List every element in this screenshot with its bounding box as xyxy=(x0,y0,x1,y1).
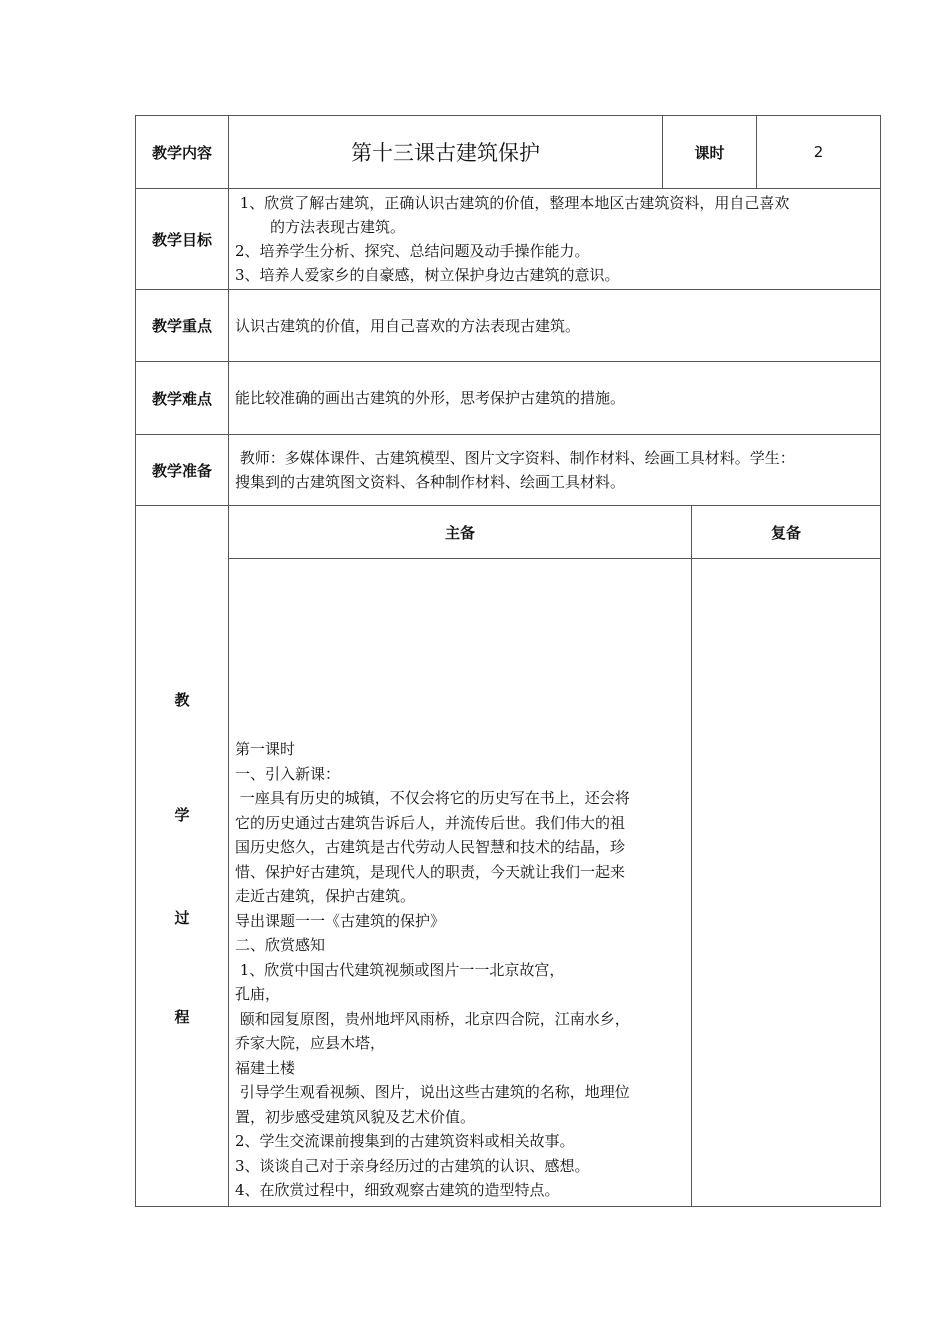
objective-line-1-cont: 的方法表现古建筑。 xyxy=(270,218,406,236)
main-line: 二、欣赏感知 xyxy=(235,936,326,954)
review-prep-body[interactable] xyxy=(692,559,881,1207)
main-line: 一、引入新课： xyxy=(235,764,341,783)
objectives-label: 教学目标 xyxy=(136,189,229,290)
main-line: 导出课题一一《古建筑的保护》 xyxy=(235,911,446,930)
preparation-line-2: 搜集到的古建筑图文资料、各种制作材料、绘画工具材料。 xyxy=(235,473,626,491)
main-line: 它的历史通过古建筑告诉后人，并流传后世。我们伟大的祖 xyxy=(235,813,626,832)
process-label xyxy=(136,506,229,1207)
main-line: 4、在欣赏过程中，细致观察古建筑的造型特点。 xyxy=(235,1181,560,1199)
row-key-points xyxy=(136,290,881,362)
process-char-3: 过 xyxy=(174,909,190,927)
main-prep-body xyxy=(229,559,692,1207)
objective-line-2: 2、培养学生分析、探究、总结问题及动手操作能力。 xyxy=(235,242,590,260)
process-char-4: 程 xyxy=(174,1008,190,1026)
main-line: 惜、保护好古建筑，是现代人的职责，今天就让我们一起来 xyxy=(235,862,626,881)
row-content xyxy=(136,116,881,189)
main-line: 第一课时 xyxy=(235,740,296,758)
main-line: 2、学生交流课前搜集到的古建筑资料或相关故事。 xyxy=(235,1132,575,1150)
preparation-line-1: 教师：多媒体课件、古建筑模型、图片文字资料、制作材料、绘画工具材料。学生： xyxy=(235,449,795,467)
difficulties-text: 能比较准确的画出古建筑的外形，思考保护古建筑的措施。 xyxy=(229,362,881,435)
process-char-2: 学 xyxy=(174,806,190,824)
row-difficulties xyxy=(136,362,881,435)
objectives-text xyxy=(229,189,881,290)
content-label: 教学内容 xyxy=(136,116,229,189)
main-line: 颐和园复原图，贵州地坪风雨桥，北京四合院，江南水乡， xyxy=(235,1009,630,1028)
row-objectives xyxy=(136,189,881,290)
hours-value: 2 xyxy=(757,116,881,189)
preparation-text xyxy=(229,435,881,506)
preparation-label: 教学准备 xyxy=(136,435,229,506)
process-char-1: 教 xyxy=(174,691,190,709)
main-line: 一座具有历史的城镇，不仅会将它的历史写在书上，还会将 xyxy=(235,789,630,807)
main-line: 孔庙， xyxy=(235,985,281,1003)
main-line: 3、谈谈自己对于亲身经历过的古建筑的认识、感想。 xyxy=(235,1156,590,1175)
main-prep-header: 主备 xyxy=(229,506,692,559)
main-line: 走近古建筑，保护古建筑。 xyxy=(235,887,416,905)
lesson-plan-table xyxy=(135,115,881,1207)
objective-line-3: 3、培养人爱家乡的自豪感，树立保护身边古建筑的意识。 xyxy=(235,266,620,284)
key-points-label: 教学重点 xyxy=(136,290,229,362)
main-line: 1、欣赏中国古代建筑视频或图片一一北京故宫， xyxy=(235,960,565,979)
difficulties-label: 教学难点 xyxy=(136,362,229,435)
main-line: 国历史悠久，古建筑是古代劳动人民智慧和技术的结晶，珍 xyxy=(235,838,626,856)
objective-line-1: 1、欣赏了解古建筑，正确认识古建筑的价值，整理本地区古建筑资料，用自己喜欢 xyxy=(235,194,790,212)
main-line: 置，初步感受建筑风貌及艺术价值。 xyxy=(235,1107,476,1126)
lesson-title: 第十三课古建筑保护 xyxy=(229,116,663,189)
main-line: 乔家大院，应县木塔， xyxy=(235,1034,386,1052)
row-process-header xyxy=(136,506,881,559)
key-points-text: 认识古建筑的价值，用自己喜欢的方法表现古建筑。 xyxy=(229,290,881,362)
main-line: 福建土楼 xyxy=(235,1058,296,1077)
hours-label: 课时 xyxy=(663,116,757,189)
row-preparation xyxy=(136,435,881,506)
main-line: 引导学生观看视频、图片，说出这些古建筑的名称，地理位 xyxy=(235,1083,630,1101)
row-process-body xyxy=(136,559,881,1207)
review-prep-header: 复备 xyxy=(692,506,881,559)
